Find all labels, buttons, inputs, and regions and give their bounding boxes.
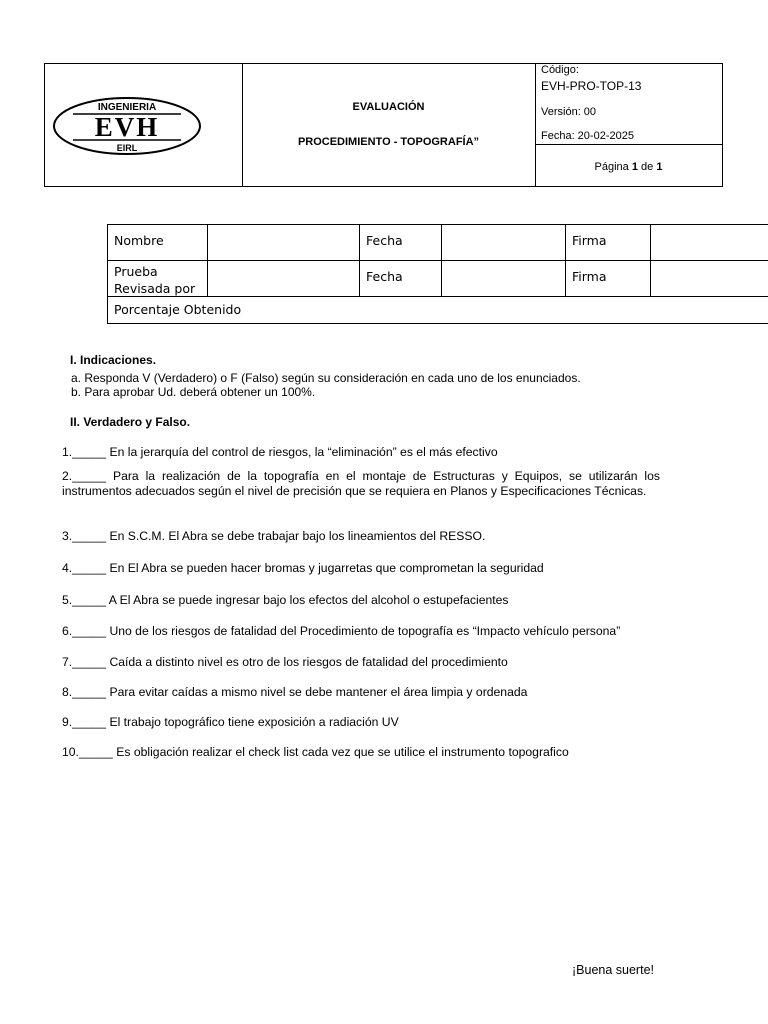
firma-field[interactable] [650,224,768,260]
nombre-field[interactable] [207,224,359,260]
meta-cell [535,64,722,186]
question-1: 1._____ En la jerarquía del control de riesgos, la “eliminación” es el más efectivo [62,445,498,459]
meta-divider [535,144,722,145]
question-9: 9._____ El trabajo topográfico tiene exposición a radiación UV [62,715,399,729]
vf-title: II. Verdadero y Falso. [70,415,191,429]
revisada-label [107,260,207,296]
doc-title-line2: PROCEDIMIENTO - TOPOGRAFÍA” [297,136,480,148]
codigo-label: Código: [541,64,579,76]
version: Versión: 00 [541,106,597,118]
porcentaje-label: Porcentaje Obtenido [107,296,768,324]
question-7: 7._____ Caída a distinto nivel es otro de los riesgos de fatalidad del procedimiento [62,655,508,669]
revisada-label-1: Prueba [114,264,158,279]
doc-title-line1: EVALUACIÓN [352,101,425,113]
fecha2-field[interactable] [441,260,565,296]
firma2-field[interactable] [650,260,768,296]
page-prefix: Página [594,161,632,173]
evh-logo [51,96,203,156]
fecha: Fecha: 20-02-2025 [541,130,634,142]
page-number [535,161,722,173]
question-10: 10._____ Es obligación realizar el check list cada vez que se utilice el instrumento topografico [62,745,569,759]
logo-main-text: EVH [94,112,160,142]
question-2: 2._____ Para la realización de la topografía en el montaje de Estructuras y Equipos, se utilizarán los instrumentos adecuados según el nivel de precisión que se requiera en Planos y Especificaciones Técnicas. [62,469,660,498]
fecha2-label: Fecha [359,260,441,296]
indicacion-a: a. Responda V (Verdadero) o F (Falso) según su consideración en cada uno de los enunciados. [71,371,581,385]
logo-cell [45,64,243,186]
closing-message: ¡Buena suerte! [572,963,654,977]
question-5: 5._____ A El Abra se puede ingresar bajo los efectos del alcohol o estupefacientes [62,593,509,607]
nombre-label: Nombre [107,224,207,260]
indicacion-b: b. Para aprobar Ud. deberá obtener un 100%. [71,385,316,399]
question-4: 4._____ En El Abra se pueden hacer bromas y jugarretas que comprometan la seguridad [62,561,544,575]
logo-bottom-text: EIRL [116,143,138,153]
logo-top-text: INGENIERIA [97,102,157,113]
firma-label: Firma [565,224,650,260]
page-de: de [637,161,657,173]
codigo-value: EVH-PRO-TOP-13 [541,79,642,93]
indicaciones-title: I. Indicaciones. [70,353,157,367]
document-header [44,63,723,187]
question-6: 6._____ Uno de los riesgos de fatalidad del Procedimiento de topografía es “Impacto vehículo persona” [62,624,621,638]
firma2-label: Firma [565,260,650,296]
revisada-label-2: Revisada por [114,281,196,296]
student-info-table [107,224,768,324]
revisada-field[interactable] [207,260,359,296]
fecha-label: Fecha [359,224,441,260]
title-cell [242,64,536,186]
page-current: 1 [631,161,638,173]
question-3: 3._____ En S.C.M. El Abra se debe trabajar bajo los lineamientos del RESSO. [62,529,486,543]
question-8: 8._____ Para evitar caídas a mismo nivel se debe mantener el área limpia y ordenada [62,685,528,699]
fecha-field[interactable] [441,224,565,260]
page-total: 1 [656,161,663,173]
